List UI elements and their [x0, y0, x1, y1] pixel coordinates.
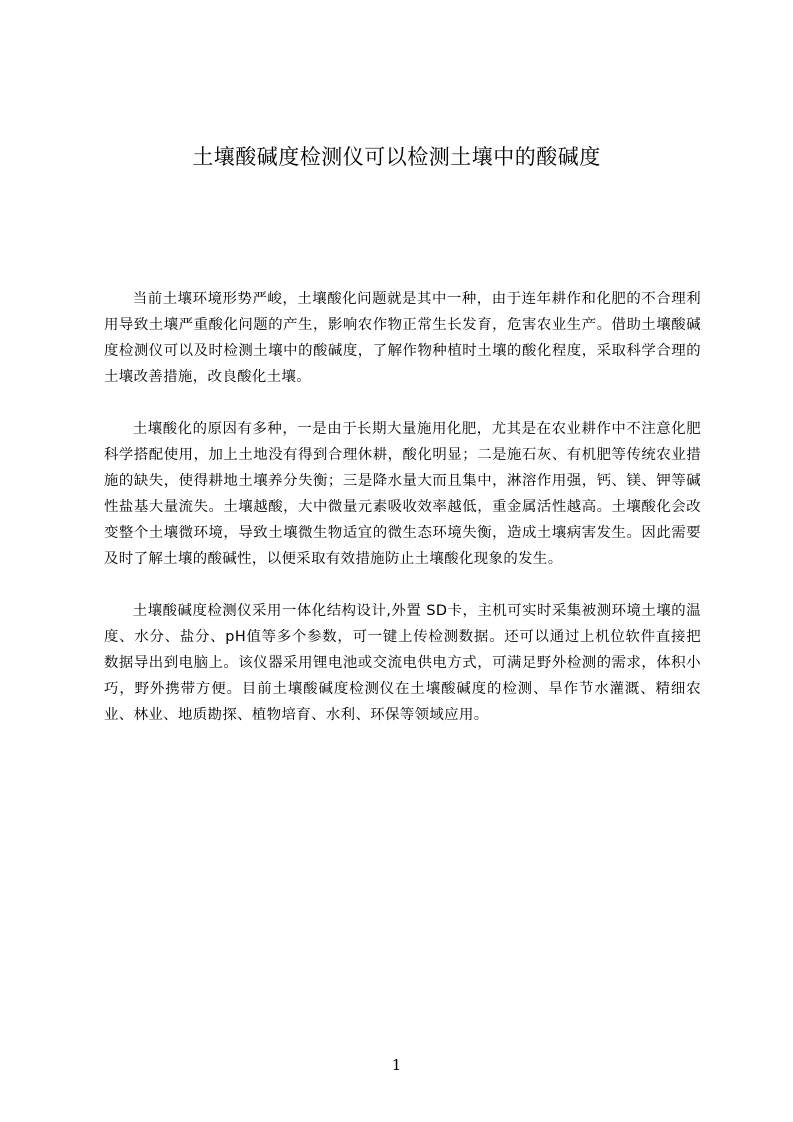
paragraph-intro: 当前土壤环境形势严峻，土壤酸化问题就是其中一种，由于连年耕作和化肥的不合理利用导致土壤严重酸化问题的产生，影响农作物正常生长发育，危害农业生产。借助土壤酸碱度检测仪可以及时检测土壤中的酸碱度，了解作物种植时土壤的酸化程度，采取科学合理的土壤改善措施，改良酸化土壤。: [104, 291, 701, 385]
document-title: 土壤酸碱度检测仪可以检测土壤中的酸碱度: [192, 145, 601, 169]
paragraph-causes: 土壤酸化的原因有多种，一是由于长期大量施用化肥，尤其是在农业耕作中不注意化肥科学搭配使用，加上土地没有得到合理休耕，酸化明显；二是施石灰、有机肥等传统农业措施的缺失，使得耕地土壤养分失衡；三是降水量大而且集中，淋溶作用强，钙、镁、钾等碱性盐基大量流失。土壤越酸，大中微量元素吸收效率越低，重金属活性越高。土壤酸化会改变整个土壤微环境，导致土壤微生物适宜的微生态环境失衡，造成土壤病害发生。因此需要及时了解土壤的酸碱性，以便采取有效措施防止土壤酸化现象的发生。: [104, 421, 701, 567]
page-number: 1: [391, 1056, 402, 1074]
paragraph-instrument: 土壤酸碱度检测仪采用一体化结构设计,外置 SD卡，主机可实时采集被测环境土壤的温度、水分、盐分、pH值等多个参数，可一键上传检测数据。还可以通过上机位软件直接把数据导出到电脑上。该仪器采用锂电池或交流电供电方式，可满足野外检测的需求，体积小巧，野外携带方便。目前土壤酸碱度检测仪在土壤酸碱度的检测、旱作节水灌溉、精细农业、林业、地质勘探、植物培育、水利、环保等领域应用。: [104, 603, 701, 723]
document-body: [104, 286, 701, 754]
